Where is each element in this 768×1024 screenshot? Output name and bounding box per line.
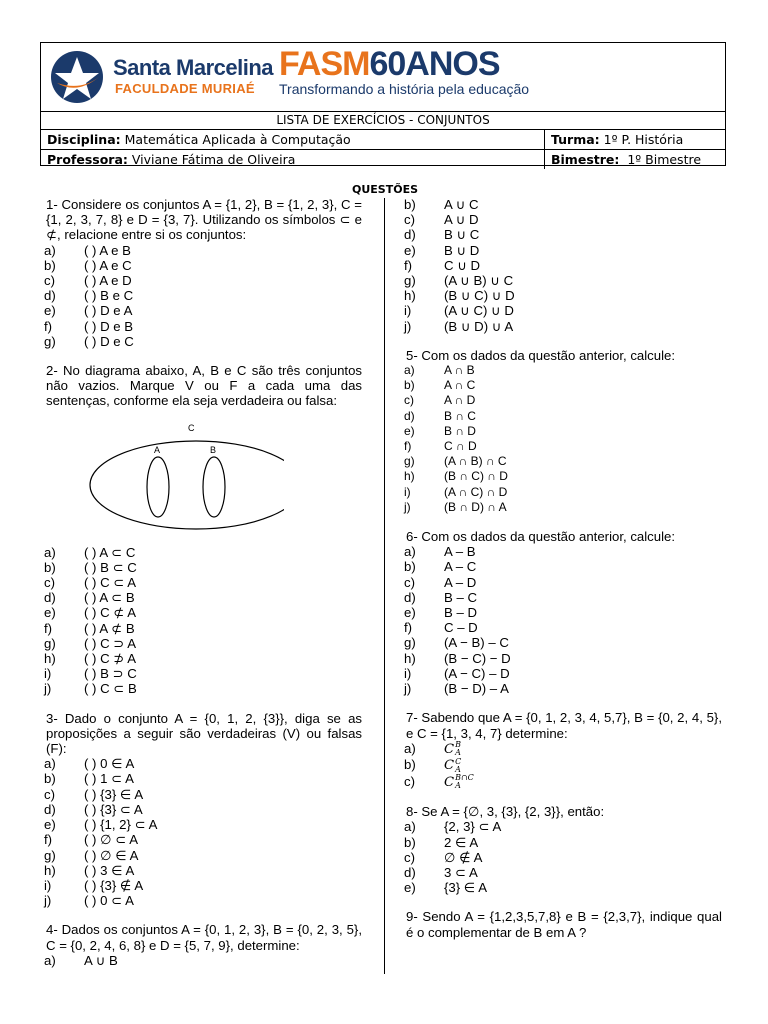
list-item: c) A – D (404, 574, 477, 590)
list-title: LISTA DE EXERCÍCIOS - CONJUNTOS (41, 112, 725, 130)
list-item: b) C C A (404, 756, 462, 774)
column-divider (384, 198, 385, 974)
list-item: b) ( ) A e C (44, 257, 132, 273)
list-item: b) A ∪ C (404, 197, 479, 212)
list-item: f) C ∩ D (404, 439, 477, 454)
q2-text: 2- No diagrama abaixo, A, B e C são três conjuntos não vazios. Marque V ou F a cada uma das sentenças, conforme ela seja verdadeira ou falsa: (46, 363, 362, 409)
list-item: f) ( ) ∅ ⊂ A (44, 832, 139, 848)
list-item: c) ( ) C ⊂ A (44, 575, 137, 591)
list-item: d) ( ) B e C (44, 288, 134, 304)
q6-text: 6- Com os dados da questão anterior, calcule: (406, 529, 676, 545)
list-item: d) ( ) A ⊂ B (44, 590, 135, 606)
list-item: i) ( ) B ⊃ C (44, 666, 137, 682)
info-row-disciplina: Disciplina: Matemática Aplicada à Computação Turma: 1º P. História (41, 130, 725, 150)
q4-list-left (46, 953, 362, 968)
q9-text: 9- Sendo A = {1,2,3,5,7,8} e B = {2,3,7}, indique qual é o complementar de B em A ? (406, 909, 722, 940)
list-item: g) (A − B) – C (404, 635, 509, 651)
list-item: g) (A ∪ B) ∪ C (404, 273, 514, 289)
logo-row (41, 43, 725, 112)
q4-list-right (406, 197, 722, 334)
list-item: h) (B ∪ C) ∪ D (404, 288, 515, 304)
q8-text: 8- Se A = {∅, 3, {3}, {2, 3}}, então: (406, 804, 605, 820)
q8-list (406, 819, 722, 895)
list-item: j) ( ) 0 ⊂ A (44, 893, 134, 909)
q5-text: 5- Com os dados da questão anterior, calcule: (406, 347, 676, 363)
list-item: a) {2, 3} ⊂ A (404, 819, 502, 835)
list-item: h) (B ∩ C) ∩ D (404, 469, 508, 484)
list-item: f) ( ) D e B (44, 318, 134, 334)
list-item: g) ( ) C ⊃ A (44, 635, 137, 651)
list-item: f) C – D (404, 620, 478, 636)
q7-list (406, 741, 722, 791)
list-item: e) B ∪ D (404, 242, 480, 258)
list-item: g) ( ) D e C (44, 333, 134, 349)
list-item: e) ( ) {1, 2} ⊂ A (44, 817, 158, 833)
list-item: j) (B ∩ D) ∩ A (404, 499, 507, 514)
list-item: a) ( ) A ⊂ C (44, 544, 136, 560)
q3-text: 3- Dado o conjunto A = {0, 1, 2, {3}}, diga se as proposições a seguir são verdadeiras (V) ou falsas (F): (46, 710, 362, 757)
right-column (406, 197, 722, 940)
list-item: b) ( ) 1 ⊂ A (44, 771, 134, 787)
list-item: a) A ∪ B (44, 952, 118, 968)
q2-list (46, 545, 362, 697)
list-item: h) (B − C) − D (404, 650, 511, 666)
list-item: d) B ∩ C (404, 408, 476, 423)
list-item: c) C B∩C A (404, 773, 474, 791)
list-item: c) A ∩ D (404, 393, 476, 408)
list-item: g) (A ∩ B) ∩ C (404, 454, 507, 469)
list-item: a) A ∩ B (404, 363, 475, 378)
list-item: e) {3} ∈ A (404, 880, 488, 896)
list-item: a) ( ) A e B (44, 242, 131, 258)
venn-diagram (84, 421, 284, 531)
brand-name: Santa Marcelina (113, 55, 274, 80)
list-item: a) C B A (404, 740, 461, 758)
q3-list (46, 756, 362, 908)
list-item: i) (A ∪ C) ∪ D (404, 303, 514, 319)
list-item: i) (A − C) – D (404, 665, 510, 681)
list-item: j) (B ∪ D) ∪ A (404, 318, 514, 334)
santa-marcelina-logo-icon (47, 47, 107, 107)
list-item: c) A ∪ D (404, 212, 479, 228)
list-item: d) ( ) {3} ⊂ A (44, 801, 143, 817)
q5-list (406, 363, 722, 515)
list-item: b) A – C (404, 559, 477, 575)
list-item: f) ( ) A ⊄ B (44, 620, 135, 636)
q4-text: 4- Dados os conjuntos A = {0, 1, 2, 3}, B = {0, 2, 3, 5}, C = {0, 2, 4, 6, 8} e D = {5, 7, 9}, determine: (46, 922, 362, 953)
list-item: c) ( ) A e D (44, 273, 132, 289)
list-item: c) ∅ ∉ A (404, 849, 483, 865)
list-item: b) ( ) B ⊂ C (44, 559, 137, 575)
label-c: C (188, 422, 195, 433)
label-a: A (154, 444, 161, 455)
list-item: d) B – C (404, 589, 477, 605)
list-item: b) 2 ∈ A (404, 834, 479, 850)
q6-list (406, 544, 722, 696)
fasm-tagline: Transformando a história pela educação (279, 81, 530, 97)
q1-text: 1- Considere os conjuntos A = {1, 2}, B = {1, 2, 3}, C = {1, 2, 3, 7, 8} e D = {3, 7}. Utilizando os símbolos ⊂ e ⊄, relacione entre si os conjuntos: (46, 197, 362, 243)
list-item: j) ( ) C ⊂ B (44, 681, 137, 697)
info-row-professora: Professora: Viviane Fátima de Oliveira Bimestre: 1º Bimestre (47, 152, 702, 167)
list-item: h) ( ) C ⊅ A (44, 651, 137, 667)
label-b: B (210, 444, 217, 455)
list-item: d) B ∪ C (404, 227, 480, 243)
header-box (40, 42, 726, 166)
fasm-logo: FASM60ANOS (279, 45, 500, 83)
list-item: i) (A ∩ C) ∩ D (404, 484, 508, 499)
q7-text: 7- Sabendo que A = {0, 1, 2, 3, 4, 5,7}, B = {0, 2, 4, 5}, e C = {1, 3, 4, 7} determine: (406, 710, 722, 741)
list-item: a) A – B (404, 544, 476, 560)
list-item: e) B – D (404, 605, 477, 621)
list-item: h) ( ) 3 ∈ A (44, 862, 135, 878)
q1-list (46, 243, 362, 349)
list-item: j) (B − D) – A (404, 681, 509, 697)
list-item: e) B ∩ D (404, 423, 476, 438)
list-item: d) 3 ⊂ A (404, 865, 478, 881)
list-item: b) A ∩ C (404, 378, 476, 393)
list-item: i) ( ) {3} ∉ A (44, 877, 144, 893)
questoes-title: QUESTÕES (352, 183, 419, 196)
list-item: c) ( ) {3} ∈ A (44, 786, 144, 802)
list-item: e) ( ) C ⊄ A (44, 605, 137, 621)
brand-subtitle: FACULDADE MURIAÉ (115, 81, 255, 96)
list-item: f) C ∪ D (404, 257, 481, 273)
list-item: a) ( ) 0 ∈ A (44, 756, 135, 772)
list-item: g) ( ) ∅ ∈ A (44, 847, 139, 863)
left-column (46, 197, 362, 968)
list-item: e) ( ) D e A (44, 303, 133, 319)
